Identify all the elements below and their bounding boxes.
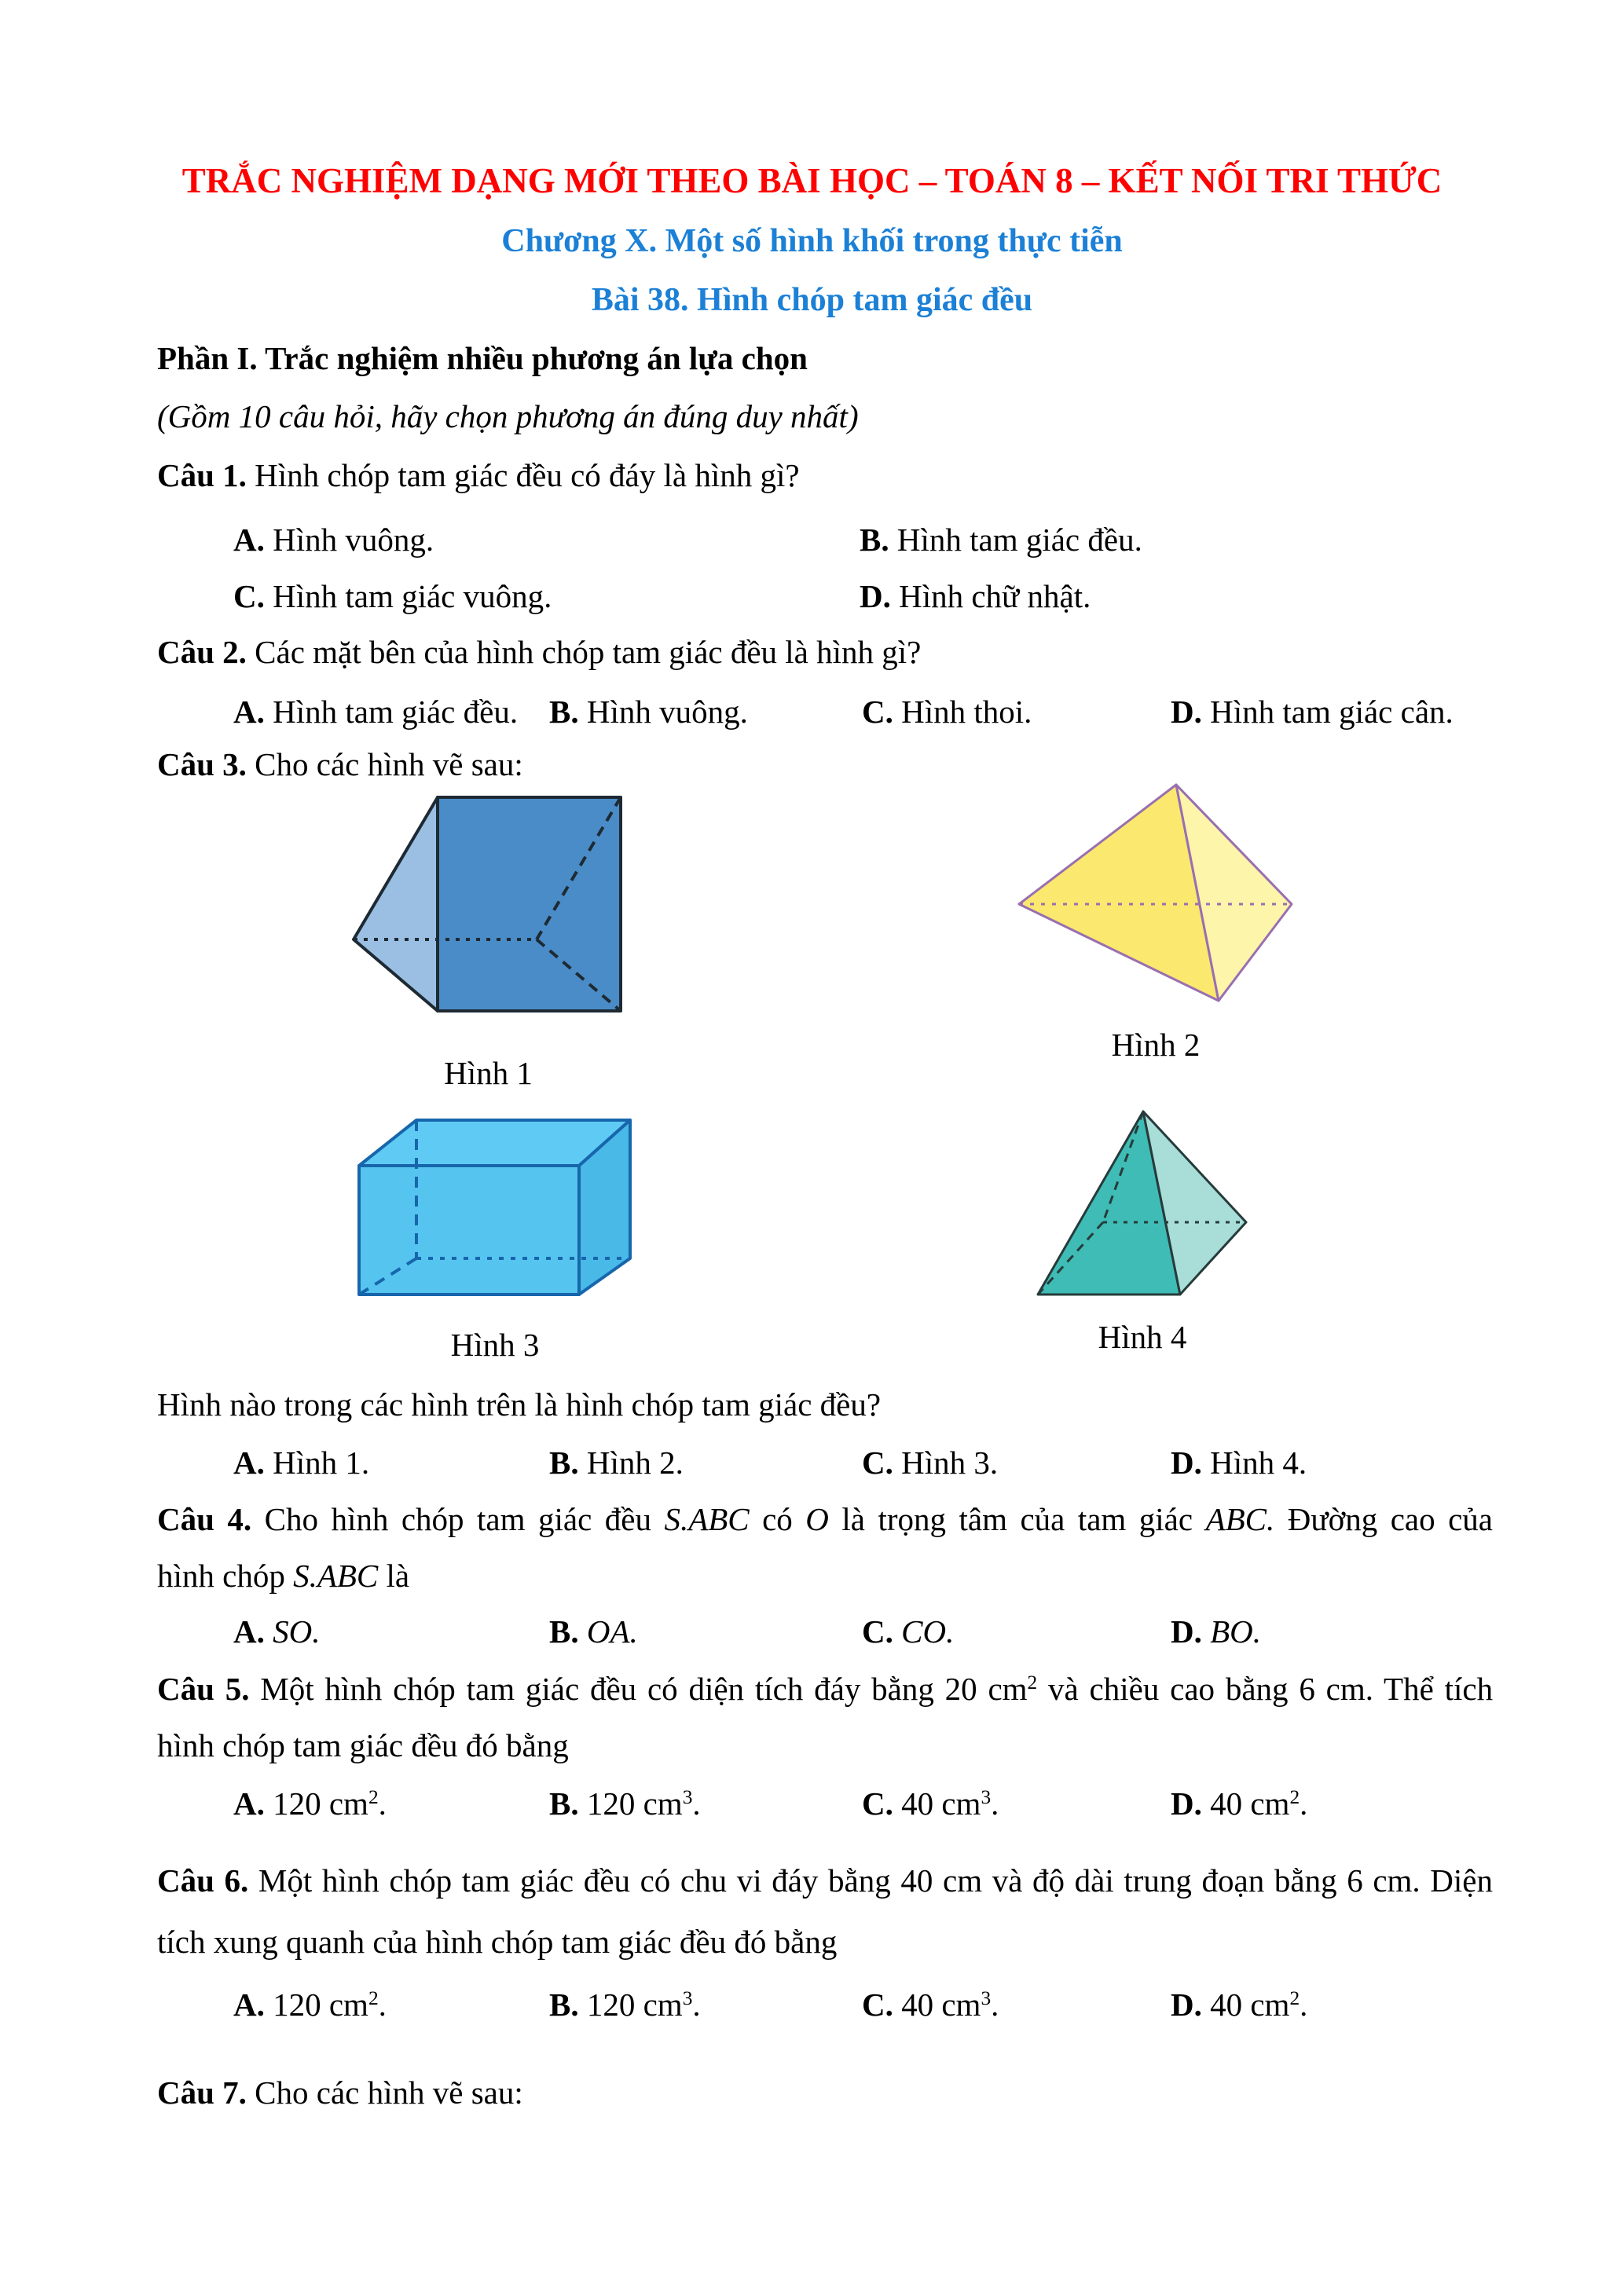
- q6-text-1: Một hình chóp tam giác đều có chu vi đáy bằng: [258, 1862, 891, 1899]
- figure-hinh-1-triangular-prism: [352, 795, 625, 1015]
- q6-apothem-value: 6 cm.: [1347, 1862, 1421, 1899]
- prism-front-face: [438, 797, 621, 1011]
- q5-area-value: [945, 1671, 1038, 1707]
- q5-question-line-1: [157, 1670, 1493, 1708]
- q1-option-a-text: Hình vuông.: [273, 522, 434, 558]
- q1-option-c-text: Hình tam giác vuông.: [273, 578, 552, 614]
- chapter-heading: Chương X. Một số hình khối trong thực tiễn: [501, 223, 1123, 259]
- q2-option-b-text: Hình vuông.: [586, 694, 748, 730]
- part-note: (Gồm 10 câu hỏi, hãy chọn phương án đúng duy nhất): [157, 398, 859, 434]
- q2-option-a-label: A.: [233, 694, 265, 730]
- q2-option-a-text: Hình tam giác đều.: [273, 694, 519, 730]
- q4-text-5: hình chóp: [157, 1558, 285, 1594]
- q3-option-b-text: Hình 2.: [586, 1445, 684, 1481]
- q2-option-a: [233, 693, 518, 731]
- q3-option-a-text: Hình 1.: [273, 1445, 370, 1481]
- q6-option-a-sup: 2: [368, 1987, 379, 2010]
- q2-option-d-label: D.: [1171, 694, 1202, 730]
- q4-question-line-1: [157, 1500, 1493, 1539]
- q3-options-row: [0, 1444, 1624, 1489]
- q1-question: [157, 456, 1493, 495]
- q3-option-c-label: C.: [862, 1445, 893, 1481]
- q4-options-row: [0, 1613, 1624, 1658]
- q4-math-o: O: [805, 1501, 829, 1537]
- q1-option-b-text: Hình tam giác đều.: [896, 522, 1142, 558]
- q4-option-b: [549, 1613, 638, 1650]
- q5-text-2: và chiều cao bằng: [1048, 1671, 1289, 1707]
- q5-option-d-value: 40 cm: [1210, 1785, 1290, 1822]
- q3-option-b-label: B.: [549, 1445, 579, 1481]
- q6-option-c-value: 40 cm: [901, 1987, 981, 2023]
- q6-option-c-period: .: [991, 1987, 999, 2023]
- q4-option-b-label: B.: [549, 1613, 579, 1650]
- q1-text: Hình chóp tam giác đều có đáy là hình gì?: [255, 457, 800, 493]
- q4-math-sabc-1: S.ABC: [664, 1501, 750, 1537]
- q5-option-c: [862, 1785, 999, 1822]
- figure-1-caption: Hình 1: [444, 1055, 533, 1091]
- q5-option-b: [549, 1785, 701, 1822]
- q3-option-a-label: A.: [233, 1445, 265, 1481]
- q3-option-a: [233, 1444, 369, 1481]
- q6-option-d-value: 40 cm: [1210, 1987, 1290, 2023]
- q5-text-3: Thể tích: [1384, 1671, 1494, 1707]
- figure-3-caption: Hình 3: [450, 1327, 540, 1363]
- q6-option-d-period: .: [1300, 1987, 1308, 2023]
- q5-option-c-period: .: [991, 1785, 999, 1822]
- q1-label: Câu 1.: [157, 457, 247, 493]
- q4-option-a-text: SO.: [273, 1613, 321, 1650]
- q2-option-d-text: Hình tam giác cân.: [1210, 694, 1454, 730]
- q5-text-1: Một hình chóp tam giác đều có diện tích đáy bằng: [260, 1671, 934, 1707]
- q5-option-d-label: D.: [1171, 1785, 1202, 1822]
- q6-option-c: [862, 1986, 999, 2023]
- q6-question-line-2: tích xung quanh của hình chóp tam giác đều đó bằng: [157, 1924, 838, 1960]
- q4-option-a-label: A.: [233, 1613, 265, 1650]
- q2-options-row: [0, 693, 1624, 738]
- q1-option-d-text: Hình chữ nhật.: [899, 578, 1091, 614]
- q5-option-b-label: B.: [549, 1785, 579, 1822]
- q5-option-c-label: C.: [862, 1785, 893, 1822]
- q3-text: Cho các hình vẽ sau:: [255, 746, 523, 782]
- lesson-heading: Bài 38. Hình chóp tam giác đều: [591, 282, 1033, 318]
- q3-label: Câu 3.: [157, 746, 247, 782]
- q5-option-b-value: 120 cm: [586, 1785, 683, 1822]
- q1-option-d: [860, 577, 1091, 615]
- q1-option-b-label: B.: [860, 522, 889, 558]
- q6-text-3: Diện: [1430, 1862, 1493, 1899]
- q4-text-6: là: [386, 1558, 410, 1594]
- q2-text: Các mặt bên của hình chóp tam giác đều là hình gì?: [255, 634, 922, 670]
- q5-question-line-2: hình chóp tam giác đều đó bằng: [157, 1727, 569, 1763]
- q5-option-b-period: .: [692, 1785, 701, 1822]
- q5-option-c-sup: 3: [981, 1786, 992, 1809]
- q5-option-d-period: .: [1300, 1785, 1308, 1822]
- q1-option-d-label: D.: [860, 578, 891, 614]
- q6-option-d-sup: 2: [1289, 1987, 1300, 2010]
- q4-option-d-label: D.: [1171, 1613, 1202, 1650]
- q6-options-row: [0, 1986, 1624, 2031]
- q3-option-b: [549, 1444, 684, 1481]
- q6-question-line-1: [157, 1862, 1493, 1900]
- q6-option-b-value: 120 cm: [586, 1987, 683, 2023]
- q3-question: Hình nào trong các hình trên là hình chóp tam giác đều?: [157, 1386, 882, 1423]
- q6-perimeter-value: 40 cm: [900, 1862, 983, 1899]
- q4-option-c: [862, 1613, 954, 1650]
- q5-area-number: 20 cm: [944, 1671, 1028, 1707]
- q6-label: Câu 6.: [157, 1862, 249, 1899]
- q1-option-a: [233, 521, 434, 558]
- q3-option-d-label: D.: [1171, 1445, 1202, 1481]
- q4-option-d: [1171, 1613, 1261, 1650]
- q6-text-2: và độ dài trung đoạn bằng: [992, 1862, 1337, 1899]
- q4-text-1: Cho hình chóp tam giác đều: [264, 1501, 651, 1537]
- q1-option-c-label: C.: [233, 578, 265, 614]
- q5-option-c-value: 40 cm: [901, 1785, 981, 1822]
- q5-option-a: [233, 1785, 387, 1822]
- prism-side-triangle-face: [354, 797, 438, 1011]
- q4-math-sabc-2: S.ABC: [293, 1558, 379, 1594]
- q2-option-c: [862, 693, 1032, 731]
- q4-option-c-label: C.: [862, 1613, 893, 1650]
- figure-2-caption: Hình 2: [1111, 1027, 1201, 1063]
- figure-hinh-3-rectangular-box: [357, 1119, 632, 1298]
- q6-option-a-label: A.: [233, 1987, 265, 2023]
- q2-label: Câu 2.: [157, 634, 247, 670]
- q6-option-b-label: B.: [549, 1987, 579, 2023]
- q4-label: Câu 4.: [157, 1501, 252, 1537]
- q2-question: [157, 633, 1493, 672]
- q3-option-d-text: Hình 4.: [1210, 1445, 1307, 1481]
- q6-option-c-label: C.: [862, 1987, 893, 2023]
- q1-options-row-2: [0, 577, 1624, 623]
- q4-option-c-text: CO.: [901, 1613, 955, 1650]
- q4-text-2: có: [762, 1501, 793, 1537]
- part-heading: Phần I. Trắc nghiệm nhiều phương án lựa chọn: [157, 340, 808, 376]
- q7-text: Cho các hình vẽ sau:: [255, 2074, 523, 2111]
- q5-option-b-sup: 3: [682, 1786, 693, 1809]
- q5-options-row: [0, 1785, 1624, 1830]
- figure-hinh-2-tetrahedron: [1017, 782, 1295, 1005]
- q6-option-a: [233, 1986, 387, 2023]
- q6-option-b: [549, 1986, 701, 2023]
- q2-option-c-text: Hình thoi.: [901, 694, 1032, 730]
- q3-option-c: [862, 1444, 998, 1481]
- q4-question-line-2: [157, 1557, 1493, 1595]
- q4-option-a: [233, 1613, 320, 1650]
- q4-math-abc: ABC.: [1205, 1501, 1275, 1537]
- q6-option-d: [1171, 1986, 1307, 2023]
- q2-option-b-label: B.: [549, 694, 579, 730]
- q5-option-d: [1171, 1785, 1307, 1822]
- q5-label: Câu 5.: [157, 1671, 250, 1707]
- q5-option-a-period: .: [378, 1785, 387, 1822]
- doc-title: TRẮC NGHIỆM DẠNG MỚI THEO BÀI HỌC – TOÁN 8 – KẾT NỐI TRI THỨC: [181, 161, 1443, 200]
- q5-option-a-label: A.: [233, 1785, 265, 1822]
- q6-option-d-label: D.: [1171, 1987, 1202, 2023]
- q4-text-4: Đường cao của: [1287, 1501, 1494, 1537]
- q5-height-value: 6 cm.: [1299, 1671, 1373, 1707]
- q2-option-c-label: C.: [862, 694, 893, 730]
- q4-text-3: là trọng tâm của tam giác: [841, 1501, 1193, 1537]
- q2-option-b: [549, 693, 748, 731]
- q6-option-b-sup: 3: [682, 1987, 693, 2010]
- q4-option-d-text: BO.: [1210, 1613, 1262, 1650]
- q3-option-d: [1171, 1444, 1307, 1481]
- q6-option-b-period: .: [692, 1987, 701, 2023]
- q6-option-c-sup: 3: [981, 1987, 992, 2010]
- q1-options-row-1: [0, 521, 1624, 566]
- q5-area-sup: 2: [1027, 1672, 1038, 1694]
- q7-question: [157, 2074, 1493, 2112]
- q3-option-c-text: Hình 3.: [901, 1445, 999, 1481]
- q5-option-d-sup: 2: [1289, 1786, 1300, 1809]
- q3-question-intro: [157, 745, 1493, 784]
- q5-option-a-value: 120 cm: [273, 1785, 368, 1822]
- figure-4-caption: Hình 4: [1098, 1319, 1187, 1355]
- q1-option-a-label: A.: [233, 522, 265, 558]
- q1-option-c: [233, 577, 552, 615]
- q5-option-a-sup: 2: [368, 1786, 379, 1809]
- q6-option-a-value: 120 cm: [273, 1987, 368, 2023]
- q7-label: Câu 7.: [157, 2074, 247, 2111]
- q4-option-b-text: OA.: [586, 1613, 638, 1650]
- figure-hinh-4-quadrilateral-pyramid: [1036, 1109, 1249, 1298]
- q2-option-d: [1171, 693, 1454, 731]
- q6-option-a-period: .: [378, 1987, 387, 2023]
- q1-option-b: [860, 521, 1142, 558]
